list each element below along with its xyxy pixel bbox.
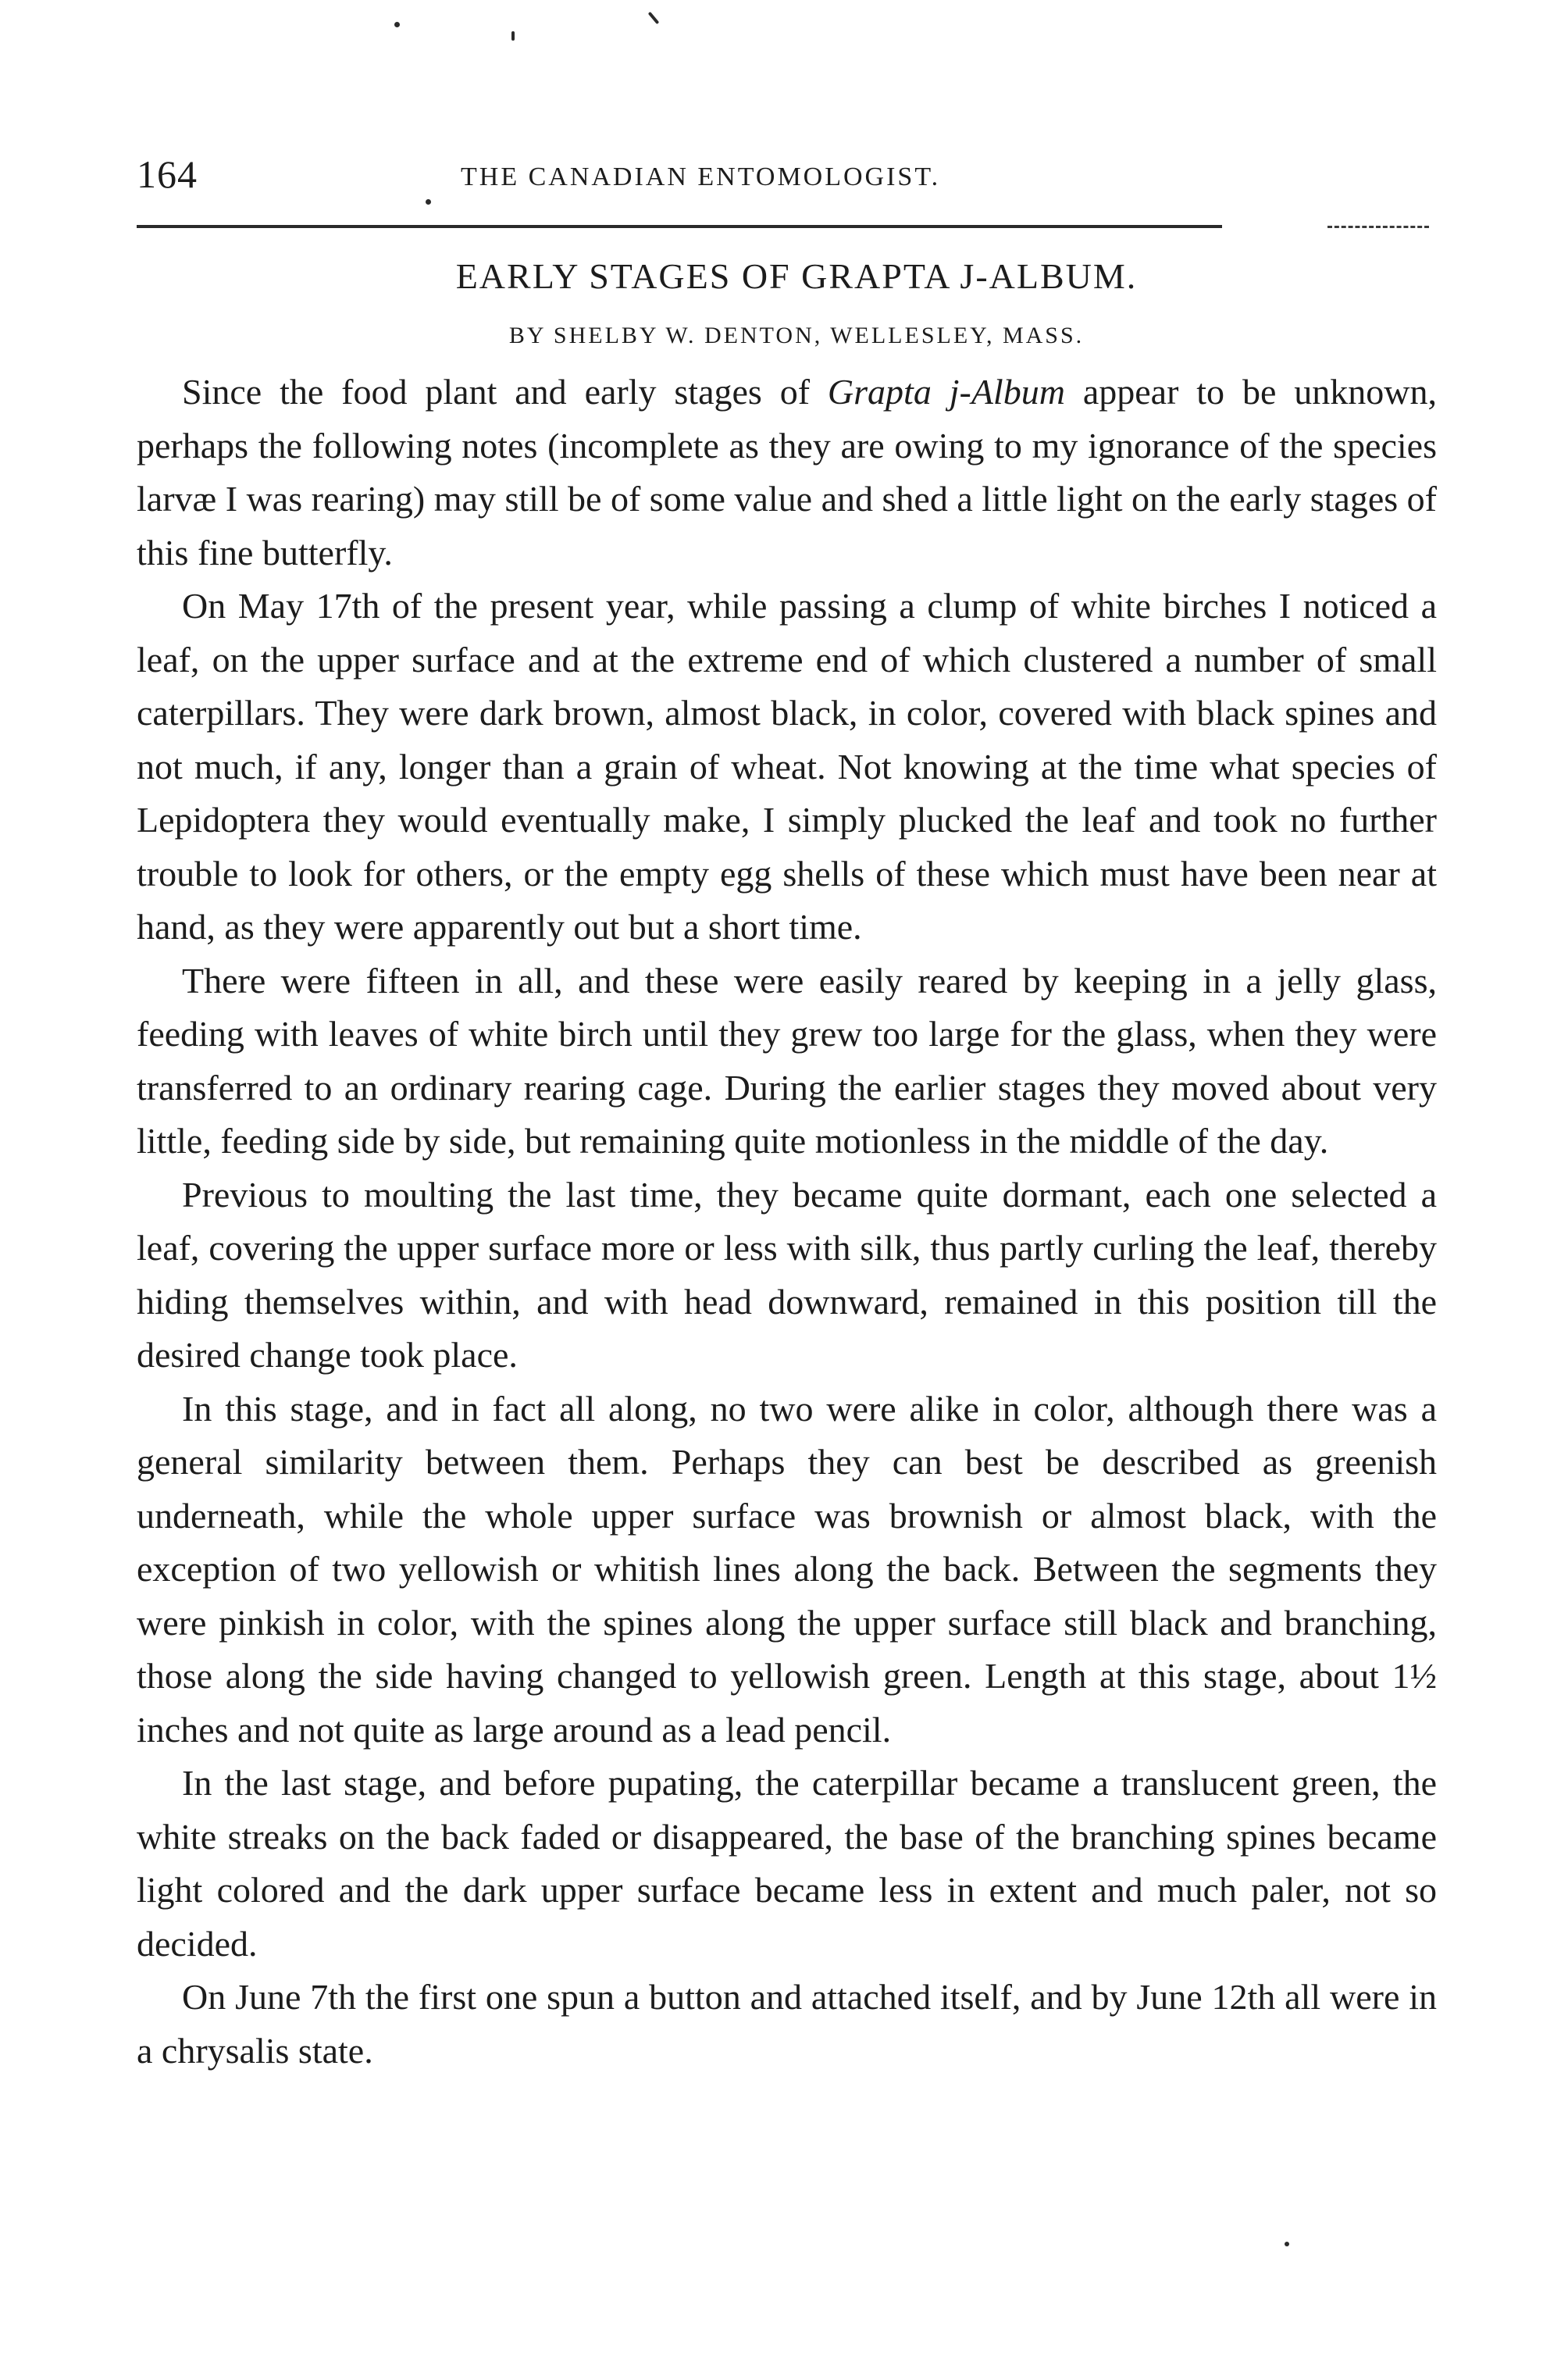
scan-speck xyxy=(648,12,660,24)
species-name: Grapta j-Album xyxy=(827,372,1065,412)
paragraph xyxy=(137,366,1437,580)
scan-speck xyxy=(394,22,400,27)
page-number: 164 xyxy=(137,152,198,196)
article-body xyxy=(137,366,1437,2078)
scan-speck xyxy=(1285,2242,1289,2246)
header-rule-tail xyxy=(1327,226,1429,228)
paragraph: There were fifteen in all, and these were easily reared by keeping in a jelly glass, feeding with leaves of white birch until they grew too large for the glass, when they were transferred to an ordinary rearing cage. During the earlier stages they moved about very little, feeding side by side, but remaining quite motionless in the middle of the day. xyxy=(137,960,1437,1161)
paragraph-text: appear to be unknown, perhaps the following notes (incomplete as they are owing to my ignorance of the species larvæ I was rearing) may still be of some value and shed a little light on the early stages of this fine butterfly. xyxy=(137,372,1437,573)
header-rule xyxy=(137,225,1222,228)
scan-speck xyxy=(511,31,515,41)
paragraph: In this stage, and in fact all along, no two were alike in color, although there was a general similarity between them. Perhaps they can best be described as greenish underneath, while the whole upper surface was brownish or almost black, with the exception of two yellowish or whitish lines along the back. Between the segments they were pinkish in color, with the spines along the upper surface still black and branching, those along the side having changed to yellowish green. Length at this stage, about 1½ inches and not quite as large around as a lead pencil. xyxy=(137,1388,1437,1750)
article-title: EARLY STAGES OF GRAPTA J-ALBUM. xyxy=(455,256,1138,296)
paragraph: In the last stage, and before pupating, the caterpillar became a translucent green, the white streaks on the back faded or disappeared, the base of the branching spines became light colored and the dark upper surface became less in extent and much paler, not so decided. xyxy=(137,1763,1437,1964)
paragraph: Previous to moulting the last time, they became quite dormant, each one selected a leaf, covering the upper surface more or less with silk, thus partly curling the leaf, thereby hiding themselves within, and with head downward, remained in this position till the desired change took place. xyxy=(137,1174,1437,1375)
paragraph-text: Since the food plant and early stages of xyxy=(182,372,828,412)
journal-title: THE CANADIAN ENTOMOLOGIST. xyxy=(461,162,941,191)
paragraph: On June 7th the first one spun a button and attached itself, and by June 12th all were in a chrysalis state. xyxy=(137,1977,1437,2071)
article-byline: BY SHELBY W. DENTON, WELLESLEY, MASS. xyxy=(508,323,1085,348)
running-header xyxy=(137,151,1456,205)
paragraph: On May 17th of the present year, while passing a clump of white birches I noticed a leaf, on the upper surface and at the extreme end of which clustered a number of small caterpillars. They were dark brown, almost black, in color, covered with black spines and not much, if any, longer than a grain of wheat. Not knowing at the time what species of Lepidoptera they would eventually make, I simply plucked the leaf and took no further trouble to look for others, or the empty egg shells of these which must have been near at hand, as they were apparently out but a short time. xyxy=(137,586,1437,947)
